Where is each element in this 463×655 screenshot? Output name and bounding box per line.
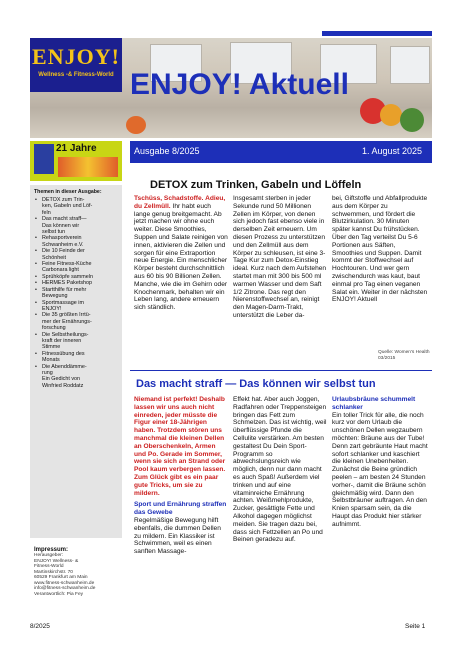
sidebar-topic-list bbox=[32, 197, 122, 389]
article2-column-2 bbox=[233, 396, 327, 544]
sidebar-heading: Themen in dieser Ausgabe: bbox=[34, 189, 102, 195]
article1-col2-text: Insgesamt sterben in jeder Sekunde rund 50 Millionen Zellen im Körper, von denen sich jedoch fast ebenso viele in derselben Zeit erneuern. Um diesen Prozess zu unterstützen und den Zellmüll aus dem Körper zu schleusen, ist eine 3-Tage Kur zum Detox-Einstieg ideal. Kurz nach dem Aufstehen startet man mit 300 bis 500 ml warmen Wasser und dem Saft 1/2 Zitrone. Das regt den Nierenstoffwechsel an, reinigt den Magen-Darm-Trakt, unterstützt die Leber da- bbox=[233, 195, 327, 319]
article1-column-3 bbox=[332, 195, 428, 304]
sidebar-topic-line: • Sportmassage im bbox=[32, 300, 122, 306]
impressum-line: ENJOY! Wellness- & bbox=[34, 558, 79, 564]
sidebar-topic-line: mer der Ernährungs- bbox=[42, 318, 92, 325]
logo-subtitle: Wellness -& Fitness-World bbox=[38, 72, 114, 78]
impressum-line: Martinskirchstr. 70 bbox=[34, 569, 73, 575]
top-rule bbox=[322, 31, 432, 36]
anniversary-photo bbox=[34, 144, 54, 174]
impressum-line: Fitness-World bbox=[34, 564, 64, 569]
sidebar-topic-line: • Die Abenddämme- bbox=[32, 364, 122, 370]
article1-col3-text: bei, Giftstoffe und Abfallprodukte aus dem Körper zu schwemmen, und fördert die Blutzirkulation. 30 Minuten später kannst Du frühstücken. Über den Tag verteilst Du 5-6 Portionen aus Säften, Smoothies und Suppen. Damit kommt der Stoffwechsel auf Hochtouren. Und wer gern zwischendurch was kaut, baut einmal pro Tag einen veganen Salat ein. Weiter in der nächsten ENJOY! Aktuell bbox=[332, 195, 428, 304]
sidebar-topic-line: Bewegung bbox=[42, 293, 68, 300]
page-title: ENJOY! Aktuell bbox=[130, 68, 349, 101]
sidebar-topic-line: Schwanheim e.V. bbox=[42, 241, 84, 248]
sidebar-topic-line: • DETOX zum Trin- bbox=[32, 197, 122, 203]
sidebar-topic-line: • HERMES Paketshop bbox=[32, 280, 122, 286]
sidebar-topic-line: • Rehasportverein bbox=[32, 235, 122, 241]
sidebar-topic-line: • Feine Fitness-Küche bbox=[32, 261, 122, 267]
sidebar-topic-line: ken, Gabeln und Löf- bbox=[42, 203, 93, 210]
article2-subheading-1: Sport und Ernährung straffen das Gewebe bbox=[134, 501, 227, 517]
article2-column-1 bbox=[134, 396, 228, 556]
article1-column-2 bbox=[233, 195, 327, 320]
anniversary-strip bbox=[58, 157, 118, 177]
impressum-line: info@fitness-schwanheim.de bbox=[34, 586, 96, 591]
sidebar-topic-line: Monats bbox=[42, 357, 60, 364]
anniversary-badge bbox=[30, 141, 122, 181]
sidebar-topic-line: Stimme bbox=[42, 344, 61, 351]
impressum-line: 60529 Frankfurt am Main bbox=[34, 575, 88, 580]
impressum-line: Herausgeber: bbox=[34, 553, 64, 558]
article1-column-1 bbox=[134, 195, 228, 312]
sidebar-topic-line: feln bbox=[42, 209, 51, 216]
sidebar-topic-line: forschung bbox=[42, 325, 66, 332]
impressum-line: www.fitness-schwanheim.de bbox=[34, 580, 95, 586]
sidebar-topic-line: Winfried Roddatz bbox=[42, 382, 84, 389]
impressum-heading: Impressum: bbox=[34, 547, 69, 553]
sidebar-topic-line: Schönheit bbox=[42, 254, 66, 261]
article2-heading: Das macht straff — Das können wir selbst tun bbox=[136, 378, 376, 390]
anniversary-label: 21 Jahre bbox=[56, 143, 97, 154]
footer-issue: 8/2025 bbox=[30, 623, 50, 630]
article1-col1-text: Ihr habt euch lange genug breitgemacht. Ab jetzt machen wir ohne euch weiter. Diese Smoothies, Suppen und Salate reinigen von innen, aktivieren die Zellen und sorgen für eine Extraportion neue Energie. Ein menschlicher Körper besteht durchschnittlich aus 60 bis 90 Billionen Zellen. Manche, wie die im Gehirn oder Knochenmark, behalten wir ein Leben lang, andere erneuern sich ständlich. bbox=[134, 202, 228, 312]
article2-lead: Niemand ist perfekt! Deshalb lassen wir uns auch nicht einreden, jeder müsste die Figur einer 18-Jährigen haben. Trotzdem stören uns manchmal die kleinen Dellen an Oberschenkeln, Armen und Po. Gerade im Sommer, wenn sie sich an Strand oder Pool kaum verbergen lassen. Zum Glück gibt es ein paar gute Tricks, um sie zu mildern. bbox=[134, 396, 226, 497]
enjoy-logo bbox=[30, 38, 122, 92]
sidebar-topic-line: rung bbox=[42, 369, 53, 376]
article2-col2-text: Effekt hat. Aber auch Joggen, Radfahren oder Treppensteigen bringen das Fett zum Schmelzen. Das ist wichtig, weil überflüssige Pfunde die Cellulite verstärken. Am besten gestaltest Du Dein Sport-Programm so abwechslungsreich wie möglich, denn nur dann macht es auch Spaß! Außerdem viel trinken und auf eine vitaminreiche Ernährung achten. Weißmehlprodukte, Zucker, gesättigte Fette und Alkohol dagegen möglichst meiden. Sie tragen dazu bei, dass sich Fettzellen an Po und Beinen geradezu auf. bbox=[233, 396, 327, 544]
sidebar-topic-line: selbst tun bbox=[42, 229, 66, 236]
sidebar-topic-line: kraft der inneren bbox=[42, 337, 82, 344]
sidebar-topic-line: • Die 10 Feinde der bbox=[32, 248, 122, 254]
sidebar-topic-line: • Das macht straff— bbox=[32, 216, 122, 222]
footer-page-number: Seite 1 bbox=[405, 623, 426, 630]
impressum-line: Verantwortlich: Pia Fey bbox=[34, 591, 84, 597]
sidebar-topic-line: • Fitnessübung des bbox=[32, 351, 122, 357]
article2-column-3 bbox=[332, 396, 428, 529]
sidebar-topic-line: Carbonara light bbox=[42, 267, 79, 274]
logo-brand: ENJOY! bbox=[32, 44, 120, 69]
article2-col3-text: Ein toller Trick für alle, die noch kurz vor dem Urlaub die unschönen Dellen wegzaubern möchten: Bräune aus der Tube! Denn zart gebräunte Haut macht sofort schlanker und kaschiert die kleinen Unebenheiten. Zunächst die Beine gründlich peelen – am besten 24 Stunden vorher-, damit die Bräune schön gleichmäßig wird. Dann den Selbstbräuner auftragen. An den Knien sparsam sein, da die Haupt das Produkt hier stärker aufnimmt. bbox=[332, 411, 428, 528]
section-divider bbox=[130, 370, 432, 371]
article2-col1-text: Regelmäßige Bewegung hilft ebenfalls, die dummen Dellen zu mildern. Ein Klassiker ist Schwimmen, weil es einen sanften Massage- bbox=[134, 516, 221, 556]
article2-subheading-2: Urlaubsbräune schummelt schlanker bbox=[332, 396, 416, 411]
sidebar-topic-line: • Sprühköpfe sammeln bbox=[32, 274, 122, 280]
sidebar-topic-line: • Die 35 größten Irrtü- bbox=[32, 312, 122, 318]
article1-heading: DETOX zum Trinken, Gabeln und Löffeln bbox=[150, 179, 362, 191]
sidebar-topic-line: • Startthilfe für mehr bbox=[32, 287, 122, 293]
article1-lead: Tschüss, Schadstoffe. Adieu, du Zellmüll. bbox=[134, 195, 226, 210]
sidebar-topic-line: • Die Selbstheilungs- bbox=[32, 332, 122, 338]
issue-number: Ausgabe 8/2025 bbox=[134, 146, 200, 156]
sidebar-topic-line: Ein Gedicht von bbox=[42, 376, 81, 383]
sidebar-topic-line: ENJOY! bbox=[42, 305, 62, 312]
article1-source: Quelle: Women's Health 03/2015 bbox=[378, 350, 430, 361]
impressum bbox=[34, 553, 126, 597]
issue-date: 1. August 2025 bbox=[362, 146, 423, 156]
sidebar-topic-line: Das können wir bbox=[42, 222, 80, 229]
